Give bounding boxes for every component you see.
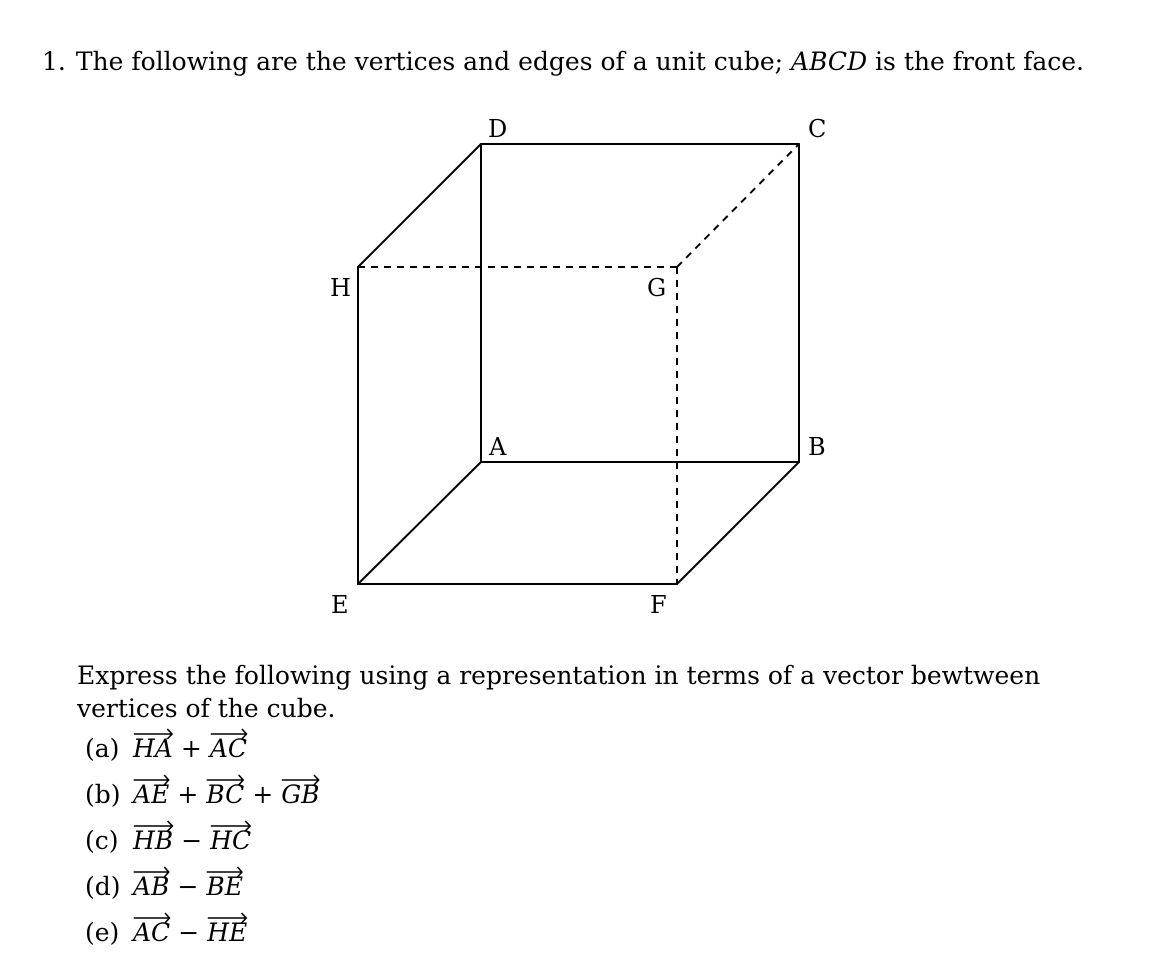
vertex-label-A: A: [489, 433, 507, 461]
edge-GC-hidden: [677, 144, 799, 267]
vector-term: HC: [210, 822, 251, 854]
vector-term: HE: [207, 914, 247, 946]
front-face-name: ABCD: [791, 47, 868, 76]
vector-arrow-icon: [133, 774, 169, 786]
part-label: (d): [85, 872, 121, 901]
edge-DH: [358, 144, 481, 267]
vector-arrow-icon: [133, 728, 173, 740]
vector-term: AB: [133, 868, 169, 900]
vertex-label-B: B: [808, 433, 826, 461]
parts-list: [85, 726, 320, 956]
instructions-text: Express the following using a representation in terms of a vector bewtween vertices of the cube.: [77, 661, 1041, 723]
vertex-label-H: H: [330, 274, 351, 302]
operator: −: [177, 872, 199, 901]
problem-text-before: The following are the vertices and edges of a unit cube;: [75, 47, 792, 76]
vertex-label-D: D: [488, 115, 508, 143]
vector-term: HA: [133, 730, 173, 762]
vector-term: BC: [206, 776, 244, 808]
part-b: [85, 772, 320, 818]
part-e: [85, 910, 320, 956]
part-label: (c): [85, 826, 119, 855]
vector-arrow-icon: [210, 728, 247, 740]
operator: −: [181, 826, 203, 855]
part-label: (e): [85, 918, 120, 947]
operator: +: [252, 780, 274, 809]
operator: +: [177, 780, 199, 809]
vector-term: GB: [281, 776, 319, 808]
operator: +: [180, 734, 202, 763]
problem-number: 1.: [42, 47, 66, 76]
edge-AE: [358, 462, 481, 584]
part-label: (a): [85, 734, 120, 763]
vector-arrow-icon: [133, 912, 170, 924]
vector-term: BE: [206, 868, 243, 900]
vertex-label-G: G: [647, 274, 667, 302]
vertex-label-E: E: [331, 591, 349, 619]
vector-term: AC: [133, 914, 170, 946]
vector-arrow-icon: [210, 820, 251, 832]
vector-arrow-icon: [207, 912, 247, 924]
vector-arrow-icon: [133, 820, 173, 832]
vector-term: AC: [210, 730, 247, 762]
problem-text-after: is the front face.: [867, 47, 1084, 76]
edge-BF: [677, 462, 799, 584]
vector-arrow-icon: [281, 774, 319, 786]
part-d: [85, 864, 320, 910]
vector-term: AE: [133, 776, 169, 808]
operator: −: [178, 918, 200, 947]
part-a: [85, 726, 320, 772]
vector-arrow-icon: [206, 774, 244, 786]
vertex-label-C: C: [808, 115, 827, 143]
vector-arrow-icon: [206, 866, 243, 878]
part-c: [85, 818, 320, 864]
vector-term: HB: [133, 822, 173, 854]
part-label: (b): [85, 780, 121, 809]
vertex-label-F: F: [650, 591, 667, 619]
vector-arrow-icon: [133, 866, 169, 878]
